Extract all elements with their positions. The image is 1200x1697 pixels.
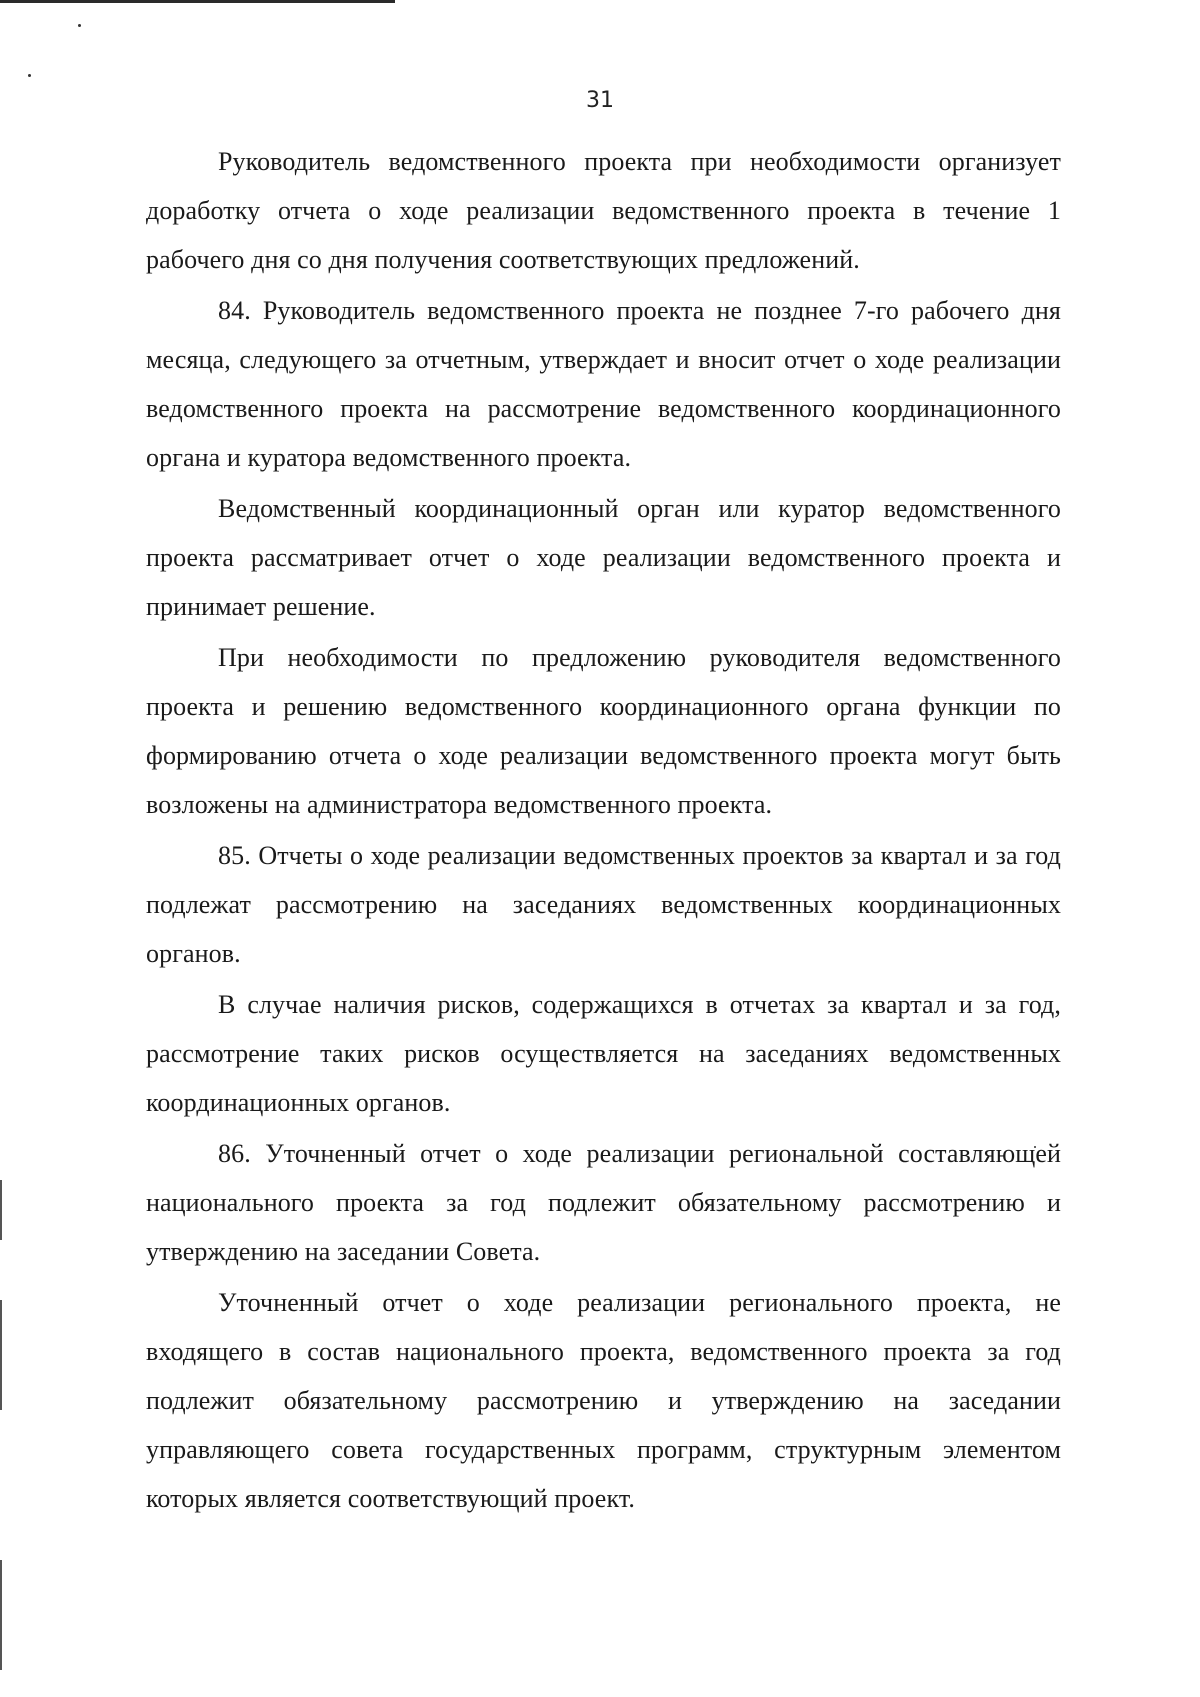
paragraph: 84. Руководитель ведомственного проекта не позднее 7-го рабочего дня месяца, следующего за отчетным, утверждает и вносит отчет о ходе реализации ведомственного проекта на рассмотрение ведомственного координационного органа и куратора ведомственного проекта. <box>146 296 1061 472</box>
scan-edge-mark <box>0 1180 2 1240</box>
document-body <box>146 137 1061 1525</box>
paragraph: Уточненный отчет о ходе реализации регионального проекта, не входящего в состав национального проекта, ведомственного проекта за год подлежит обязательному рассмотрению и утверждению на заседании управляющего совета государственных программ, структурным элементом которых является соответствующий проект. <box>146 1288 1061 1513</box>
scan-edge-mark <box>0 1300 2 1410</box>
scan-speck <box>78 24 81 27</box>
paragraph: Ведомственный координационный орган или куратор ведомственного проекта рассматривает отчет о ходе реализации ведомственного проекта и принимает решение. <box>146 494 1061 621</box>
paragraph: При необходимости по предложению руководителя ведомственного проекта и решению ведомственного координационного органа функции по формированию отчета о ходе реализации ведомственного проекта могут быть возложены на администратора ведомственного проекта. <box>146 643 1061 819</box>
scan-edge-mark <box>0 1560 2 1670</box>
paragraph: 86. Уточненный отчет о ходе реализации региональной составляющей национального проекта за год подлежит обязательному рассмотрению и утверждению на заседании Совета. <box>146 1139 1061 1266</box>
paragraph: 85. Отчеты о ходе реализации ведомственных проектов за квартал и за год подлежат рассмотрению на заседаниях ведомственных координационных органов. <box>146 841 1061 968</box>
paragraph: Руководитель ведомственного проекта при необходимости организует доработку отчета о ходе реализации ведомственного проекта в течение 1 рабочего дня со дня получения соответствующих предложений. <box>146 147 1061 274</box>
paragraph: В случае наличия рисков, содержащихся в отчетах за квартал и за год, рассмотрение таких рисков осуществляется на заседаниях ведомственных координационных органов. <box>146 990 1061 1117</box>
scan-speck <box>28 74 31 77</box>
scan-edge-line <box>0 0 395 3</box>
page-number: 31 <box>586 88 614 113</box>
